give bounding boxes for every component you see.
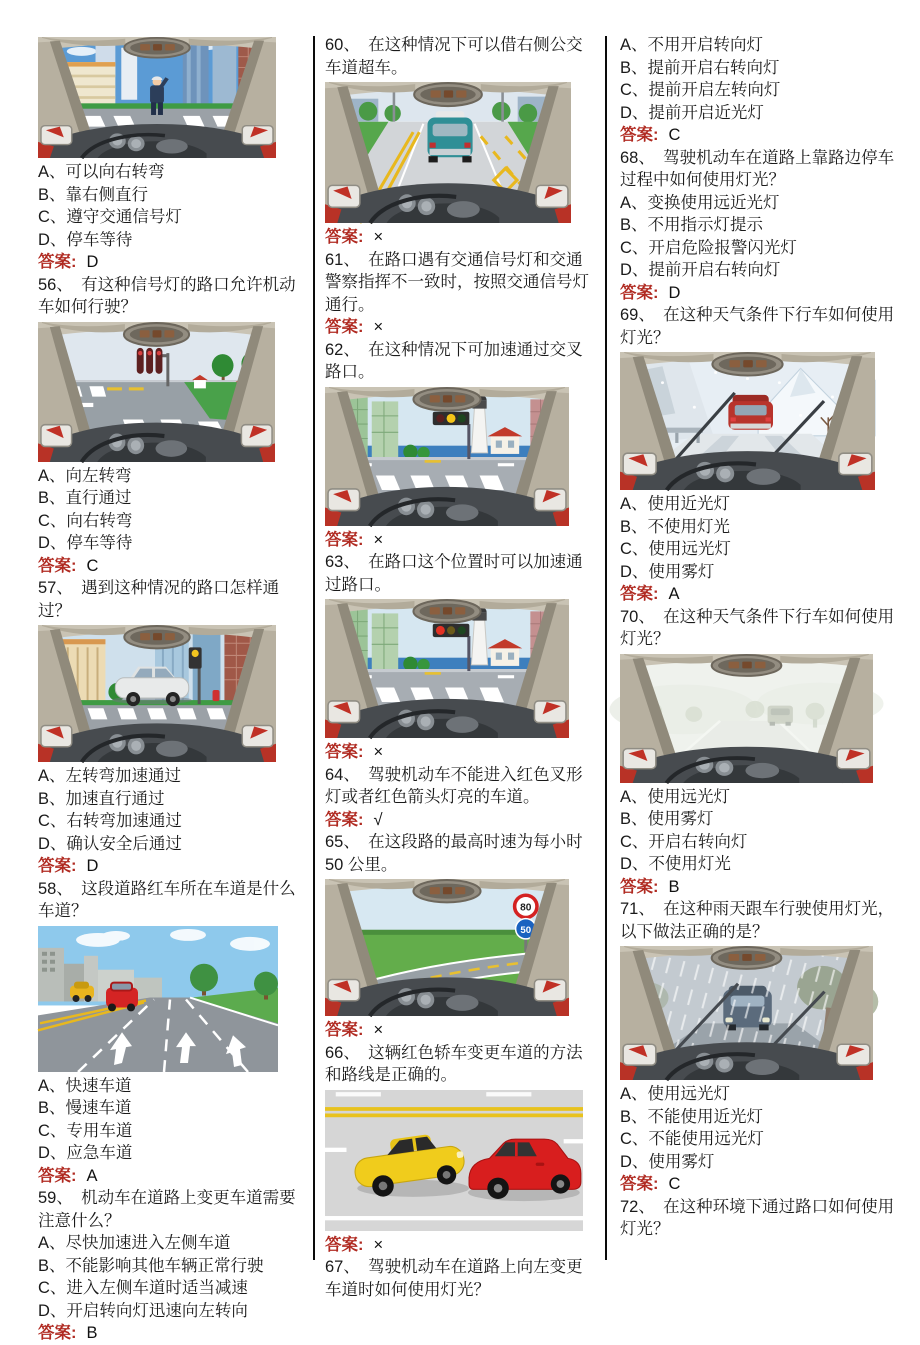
q55-answer bbox=[38, 251, 302, 274]
q66-title: 66、 这辆红色轿车变更车道的方法和路线是正确的。 bbox=[325, 1043, 583, 1084]
q68-answer bbox=[620, 282, 906, 305]
answer-value: C bbox=[668, 1175, 681, 1193]
answer-value: A bbox=[86, 1166, 98, 1185]
answer-label: 答案: bbox=[325, 810, 364, 829]
q63-title: 63、 在路口这个位置时可以加速通过路口。 bbox=[325, 553, 583, 594]
answer-value: C bbox=[668, 126, 681, 144]
answer-value: × bbox=[373, 1021, 384, 1039]
q71-title: 71、 在这种雨天跟车行驶使用灯光，以下做法正确的是？ bbox=[620, 900, 895, 941]
q58-option-B: B、慢速车道 bbox=[38, 1099, 132, 1117]
answer-value: × bbox=[373, 228, 384, 246]
answer-value: × bbox=[373, 1235, 384, 1254]
q65-answer bbox=[325, 1019, 596, 1042]
q58-option-A: A、快速车道 bbox=[38, 1076, 132, 1095]
q70-option-B: B、使用雾灯 bbox=[620, 810, 714, 828]
q70-option-A: A、使用远光灯 bbox=[620, 787, 731, 806]
answer-label: 答案: bbox=[325, 530, 364, 549]
q65-title: 65、 在这段路的最高时速为每小时50 公里。 bbox=[325, 833, 583, 874]
column-1 bbox=[38, 34, 302, 1345]
q60-title: 60、 在这种情况下可以借右侧公交车道超车。 bbox=[325, 36, 583, 77]
answer-value: C bbox=[86, 556, 99, 575]
q58-option-D: D、应急车道 bbox=[38, 1144, 133, 1162]
q66-answer bbox=[325, 1234, 596, 1257]
answer-label: 答案: bbox=[620, 585, 659, 603]
answer-label: 答案: bbox=[325, 743, 364, 761]
q55-option-A: A、可以向右转弯 bbox=[38, 163, 165, 181]
answer-label: 答案: bbox=[620, 1175, 659, 1193]
q65-image bbox=[325, 879, 596, 1016]
answer-value: × bbox=[373, 318, 384, 336]
q68-option-D: D、提前开启右转向灯 bbox=[620, 261, 781, 279]
q58-answer bbox=[38, 1165, 302, 1188]
column-2 bbox=[325, 34, 596, 1301]
q67-option-D: D、提前开启近光灯 bbox=[620, 103, 764, 122]
q61-title: 61、 在路口遇有交通信号灯和交通警察指挥不一致时，按照交通信号灯通行。 bbox=[325, 250, 589, 314]
q69-option-A: A、使用近光灯 bbox=[620, 495, 731, 513]
q67-option-A: A、不用开启转向灯 bbox=[620, 36, 764, 54]
q62-answer bbox=[325, 529, 596, 552]
answer-value: D bbox=[86, 857, 99, 875]
answer-value: × bbox=[373, 743, 384, 761]
q64-title: 64、 驾驶机动车不能进入红色叉形灯或者红色箭头灯亮的车道。 bbox=[325, 765, 583, 806]
q57-image bbox=[38, 625, 302, 762]
q67-option-C: C、提前开启左转向灯 bbox=[620, 81, 781, 99]
answer-label: 答案: bbox=[325, 318, 364, 336]
q55-option-C: C、遵守交通信号灯 bbox=[38, 208, 182, 226]
q70-title: 70、 在这种天气条件下行车如何使用灯光？ bbox=[620, 607, 895, 648]
speed-sign-50: 50 bbox=[520, 924, 532, 936]
q60-image bbox=[325, 82, 596, 223]
q55-option-D: D、停车等待 bbox=[38, 230, 133, 249]
column-divider-left bbox=[313, 36, 315, 1260]
q59-option-B: B、不能影响其他车辆正常行驶 bbox=[38, 1256, 264, 1275]
answer-label: 答案: bbox=[325, 228, 364, 246]
q57-option-C: C、右转弯加速通过 bbox=[38, 812, 182, 830]
q68-option-B: B、不用指示灯提示 bbox=[620, 216, 764, 234]
column-3 bbox=[620, 34, 906, 1241]
q55-image bbox=[38, 37, 302, 158]
q57-title: 57、 遇到这种情况的路口怎样通过？ bbox=[38, 579, 280, 620]
q57-answer bbox=[38, 855, 302, 878]
q71-option-A: A、使用远光灯 bbox=[620, 1085, 731, 1103]
speed-sign-80: 80 bbox=[520, 902, 532, 914]
answer-value: √ bbox=[373, 810, 383, 829]
q68-option-A: A、变换使用远近光灯 bbox=[620, 193, 780, 212]
answer-label: 答案: bbox=[38, 1324, 77, 1342]
q56-option-A: A、向左转弯 bbox=[38, 466, 132, 485]
q57-option-D: D、确认安全后通过 bbox=[38, 834, 182, 853]
q70-option-D: D、不使用灯光 bbox=[620, 855, 731, 873]
q64-answer bbox=[325, 809, 596, 832]
q59-option-A: A、尽快加速进入左侧车道 bbox=[38, 1234, 231, 1252]
answer-label: 答案: bbox=[325, 1021, 364, 1039]
q62-image bbox=[325, 387, 596, 526]
q70-answer bbox=[620, 876, 906, 899]
answer-label: 答案: bbox=[38, 857, 77, 875]
q69-title: 69、 在这种天气条件下行车如何使用灯光？ bbox=[620, 306, 895, 347]
q70-option-C: C、开启右转向灯 bbox=[620, 832, 748, 851]
answer-value: D bbox=[668, 283, 681, 302]
q58-option-C: C、专用车道 bbox=[38, 1121, 133, 1140]
q59-option-C: C、进入左侧车道时适当减速 bbox=[38, 1279, 248, 1297]
answer-label: 答案: bbox=[38, 1166, 77, 1185]
q67-title: 67、 驾驶机动车在道路上向左变更车道时如何使用灯光？ bbox=[325, 1258, 583, 1299]
q59-option-D: D、开启转向灯迅速向左转向 bbox=[38, 1301, 248, 1320]
answer-value: B bbox=[668, 877, 680, 896]
q56-option-D: D、停车等待 bbox=[38, 534, 133, 552]
q68-title: 68、 驾驶机动车在道路上靠路边停车过程中如何使用灯光？ bbox=[620, 148, 895, 189]
q69-option-C: C、使用远光灯 bbox=[620, 540, 731, 558]
q71-option-B: B、不能使用近光灯 bbox=[620, 1107, 764, 1126]
q55-option-B: B、靠右侧直行 bbox=[38, 185, 149, 204]
answer-value: D bbox=[86, 253, 99, 271]
answer-label: 答案: bbox=[620, 283, 659, 302]
q62-title: 62、 在这种情况下可加速通过交叉路口。 bbox=[325, 340, 583, 381]
answer-label: 答案: bbox=[38, 253, 77, 271]
answer-value: × bbox=[373, 530, 384, 549]
q69-option-D: D、使用雾灯 bbox=[620, 562, 715, 581]
q61-answer bbox=[325, 316, 596, 339]
q63-answer bbox=[325, 741, 596, 764]
q59-answer bbox=[38, 1322, 302, 1345]
q59-title: 59、 机动车在道路上变更车道需要注意什么？ bbox=[38, 1189, 296, 1230]
answer-label: 答案: bbox=[325, 1235, 364, 1254]
q63-image bbox=[325, 599, 596, 738]
answer-value: A bbox=[668, 585, 680, 603]
q56-option-B: B、直行通过 bbox=[38, 489, 132, 507]
q69-option-B: B、不使用灯光 bbox=[620, 517, 731, 536]
q56-answer bbox=[38, 555, 302, 578]
q58-title: 58、 这段道路红车所在车道是什么车道？ bbox=[38, 879, 296, 920]
q60-answer bbox=[325, 226, 596, 249]
q66-image bbox=[325, 1090, 596, 1231]
answer-label: 答案: bbox=[38, 556, 77, 575]
q72-title: 72、 在这种环境下通过路口如何使用灯光？ bbox=[620, 1197, 895, 1238]
q71-answer bbox=[620, 1173, 906, 1196]
q57-option-B: B、加速直行通过 bbox=[38, 789, 165, 808]
q69-answer bbox=[620, 583, 906, 606]
answer-label: 答案: bbox=[620, 126, 659, 144]
q57-option-A: A、左转弯加速通过 bbox=[38, 767, 182, 785]
q71-option-D: D、使用雾灯 bbox=[620, 1152, 715, 1171]
q71-option-C: C、不能使用远光灯 bbox=[620, 1130, 764, 1148]
column-divider-right bbox=[605, 36, 607, 1260]
q67-answer bbox=[620, 124, 906, 147]
q69-image bbox=[620, 352, 906, 490]
q67-option-B: B、提前开启右转向灯 bbox=[620, 58, 780, 77]
q58-image bbox=[38, 926, 302, 1072]
q56-title: 56、 有这种信号灯的路口允许机动车如何行驶？ bbox=[38, 275, 296, 316]
q56-image bbox=[38, 322, 302, 462]
answer-label: 答案: bbox=[620, 877, 659, 896]
q56-option-C: C、向右转弯 bbox=[38, 511, 133, 530]
q68-option-C: C、开启危险报警闪光灯 bbox=[620, 238, 797, 257]
q70-image bbox=[620, 654, 906, 783]
q71-image bbox=[620, 946, 906, 1080]
answer-value: B bbox=[86, 1324, 98, 1342]
